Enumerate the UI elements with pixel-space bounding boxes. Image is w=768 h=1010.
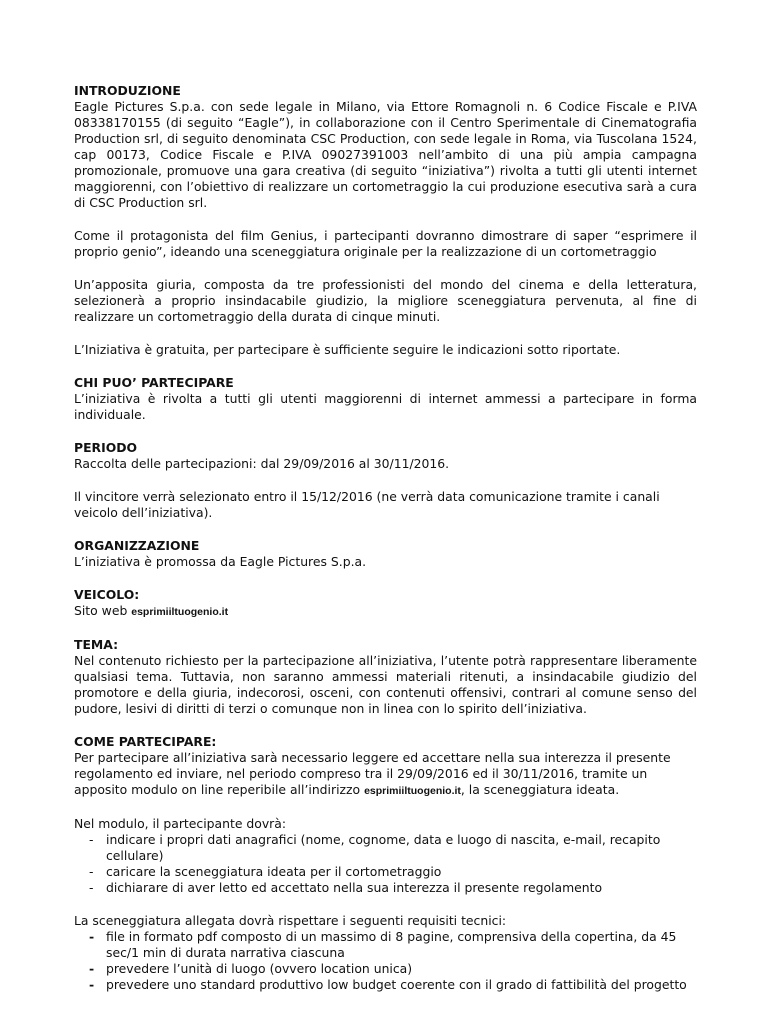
- heading-tema: TEMA:: [74, 637, 119, 652]
- heading-veicolo: VEICOLO:: [74, 587, 140, 602]
- list-item: - file in formato pdf composto di un massimo di 8 pagine, comprensiva della copertina, da 45 sec/1 min di durata narrativa ciascuna: [74, 929, 697, 961]
- section-periodo: [74, 440, 697, 521]
- requisiti-intro: La sceneggiatura allegata dovrà rispettare i seguenti requisiti tecnici:: [74, 913, 507, 928]
- veicolo-prefix: Sito web: [74, 603, 132, 618]
- requisiti-list: [74, 929, 697, 993]
- website-link[interactable]: esprimiiltuogenio.it: [131, 606, 229, 618]
- regulation-document: [74, 83, 697, 1010]
- section-come-partecipare: [74, 734, 697, 993]
- heading-come-partecipare: COME PARTECIPARE:: [74, 734, 217, 749]
- come-text-before: Per partecipare all’iniziativa sarà necessario leggere ed accettare nella sua interezza il presente regolamento ed inviare, nel periodo compreso tra il 29/09/2016 ed il 30/11/2016, tramite un apposito modulo on line reperibile all’indirizzo: [74, 750, 671, 797]
- intro-paragraph-1: Eagle Pictures S.p.a. con sede legale in Milano, via Ettore Romagnoli n. 6 Codice Fiscale e P.IVA 08338170155 (di seguito “Eagle”), in collaborazione con il Centro Sperimentale di Cinematografia Production srl, di seguito denominata CSC Production, con sede legale in Roma, via Tuscolana 1524, cap 00173, Codice Fiscale e P.IVA 09027391003 nell’ambito di una più ampia campagna promozionale, promuove una gara creativa (di seguito “iniziativa”) rivolta a tutti gli utenti internet maggiorenni, con l’obiettivo di realizzare un cortometraggio la cui produzione esecutiva sarà a cura di CSC Production srl.: [74, 99, 697, 210]
- section-tema: [74, 637, 697, 717]
- list-item: - prevedere l’unità di luogo (ovvero location unica): [74, 961, 697, 977]
- periodo-paragraph-1: Raccolta delle partecipazioni: dal 29/09/2016 al 30/11/2016.: [74, 456, 450, 471]
- intro-paragraph-4: L’Iniziativa è gratuita, per partecipare è sufficiente seguire le indicazioni sotto riportate.: [74, 342, 621, 357]
- section-veicolo: [74, 587, 697, 620]
- intro-paragraph-3: Un’apposita giuria, composta da tre professionisti del mondo del cinema e della letteratura, selezionerà a proprio insindacabile giudizio, la migliore sceneggiatura pervenuta, al fine di realizzare un cortometraggio della durata di cinque minuti.: [74, 277, 697, 324]
- website-link-inline[interactable]: esprimiiltuogenio.it: [364, 785, 461, 797]
- list-item: - caricare la sceneggiatura ideata per il cortometraggio: [74, 864, 697, 880]
- veicolo-paragraph: [74, 603, 697, 620]
- heading-introduzione: INTRODUZIONE: [74, 83, 181, 98]
- heading-periodo: PERIODO: [74, 440, 138, 455]
- modulo-intro: Nel modulo, il partecipante dovrà:: [74, 816, 287, 831]
- section-organizzazione: [74, 538, 697, 570]
- periodo-paragraph-2: Il vincitore verrà selezionato entro il 15/12/2016 (ne verrà data comunicazione tramite i canali veicolo dell’iniziativa).: [74, 489, 660, 520]
- section-introduzione: [74, 83, 697, 358]
- heading-chi-puo-partecipare: CHI PUO’ PARTECIPARE: [74, 375, 234, 390]
- heading-organizzazione: ORGANIZZAZIONE: [74, 538, 200, 553]
- organizzazione-paragraph: L’iniziativa è promossa da Eagle Pictures S.p.a.: [74, 554, 367, 569]
- intro-paragraph-2: Come il protagonista del film Genius, i partecipanti dovranno dimostrare di saper “esprimere il proprio genio”, ideando una sceneggiatura originale per la realizzazione di un cortometraggio: [74, 228, 697, 259]
- section-chi-puo-partecipare: [74, 375, 697, 423]
- list-item: - prevedere uno standard produttivo low budget coerente con il grado di fattibilità del progetto: [74, 977, 697, 993]
- come-paragraph: [74, 750, 697, 799]
- list-item: - dichiarare di aver letto ed accettato nella sua interezza il presente regolamento: [74, 880, 697, 896]
- come-text-after: , la sceneggiatura ideata.: [460, 782, 620, 797]
- tema-paragraph: Nel contenuto richiesto per la partecipazione all’iniziativa, l’utente potrà rappresentare liberamente qualsiasi tema. Tuttavia, non saranno ammessi materiali ritenuti, a insindacabile giudizio del promotore e della giuria, indecorosi, osceni, con contenuti offensivi, contrari al comune senso del pudore, lesivi di diritti di terzi o comunque non in linea con lo spirito dell’iniziativa.: [74, 653, 697, 716]
- list-item: - indicare i propri dati anagrafici (nome, cognome, data e luogo di nascita, e-mail, recapito cellulare): [74, 832, 697, 864]
- chi-paragraph: L’iniziativa è rivolta a tutti gli utenti maggiorenni di internet ammessi a partecipare in forma individuale.: [74, 391, 697, 422]
- modulo-list: [74, 832, 697, 896]
